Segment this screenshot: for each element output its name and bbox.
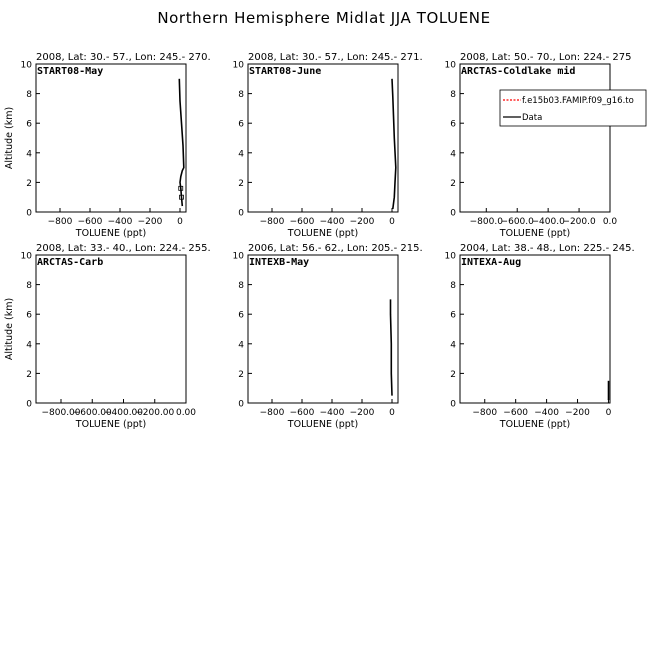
x-tick-label: −200 bbox=[565, 408, 590, 418]
y-tick-label: 10 bbox=[20, 251, 32, 262]
chart-panel bbox=[445, 243, 635, 430]
x-axis-label: TOLUENE (ppt) bbox=[287, 419, 359, 430]
y-tick-label: 0 bbox=[26, 208, 32, 219]
x-tick-label: −600 bbox=[503, 408, 529, 418]
chart-panel bbox=[233, 243, 423, 430]
x-tick-label: 0.0 bbox=[602, 217, 618, 227]
plot-frame bbox=[36, 255, 186, 403]
y-tick-label: 4 bbox=[238, 340, 244, 351]
y-tick-label: 2 bbox=[26, 178, 32, 189]
x-tick-label: −400 bbox=[107, 217, 133, 227]
x-tick-label: 0 bbox=[389, 408, 395, 418]
campaign-label: INTEXB-May bbox=[249, 257, 310, 268]
y-tick-label: 6 bbox=[26, 310, 32, 321]
x-tick-label: −800 bbox=[259, 408, 285, 418]
chart-panel bbox=[4, 243, 211, 430]
campaign-label: ARCTAS-Carb bbox=[37, 257, 104, 268]
x-tick-label: −200.00 bbox=[135, 408, 175, 418]
x-tick-label: −200 bbox=[349, 217, 375, 227]
plot-frame bbox=[36, 64, 186, 212]
x-tick-label: −400 bbox=[319, 408, 345, 418]
y-tick-label: 8 bbox=[450, 281, 456, 292]
y-tick-label: 4 bbox=[450, 340, 456, 351]
x-tick-label: 0 bbox=[177, 217, 183, 227]
y-tick-label: 0 bbox=[238, 399, 244, 410]
y-tick-label: 2 bbox=[450, 369, 456, 380]
y-tick-label: 8 bbox=[26, 281, 32, 292]
y-tick-label: 8 bbox=[238, 90, 244, 101]
panel-header: 2006, Lat: 56.- 62., Lon: 205.- 215. bbox=[248, 243, 423, 254]
y-axis-label: Altitude (km) bbox=[4, 106, 15, 170]
y-tick-label: 2 bbox=[26, 369, 32, 380]
campaign-label: INTEXA-Aug bbox=[461, 257, 522, 268]
campaign-label: START08-May bbox=[37, 66, 104, 77]
chart-panel bbox=[445, 52, 646, 239]
y-tick-label: 8 bbox=[26, 90, 32, 101]
x-tick-label: −400 bbox=[534, 408, 559, 418]
y-tick-label: 4 bbox=[26, 340, 32, 351]
x-axis-label: TOLUENE (ppt) bbox=[499, 419, 571, 430]
campaign-label: ARCTAS-Coldlake mid bbox=[461, 66, 576, 77]
y-tick-label: 2 bbox=[238, 369, 244, 380]
plot-frame bbox=[460, 64, 610, 212]
y-tick-label: 2 bbox=[238, 178, 244, 189]
legend-label: f.e15b03.FAMIP.f09_g16.to bbox=[522, 96, 634, 106]
panel-header: 2004, Lat: 38.- 48., Lon: 225.- 245. bbox=[460, 243, 635, 254]
y-tick-label: 4 bbox=[238, 149, 244, 160]
y-tick-label: 6 bbox=[450, 310, 456, 321]
panel-header: 2008, Lat: 33.- 40., Lon: 224.- 255. bbox=[36, 243, 211, 254]
x-axis-label: TOLUENE (ppt) bbox=[75, 228, 147, 239]
x-tick-label: −600 bbox=[289, 408, 315, 418]
x-axis-label: TOLUENE (ppt) bbox=[499, 228, 571, 239]
x-tick-label: −400 bbox=[319, 217, 345, 227]
x-tick-label: −800 bbox=[47, 217, 73, 227]
chart-panel bbox=[233, 52, 423, 239]
y-tick-label: 2 bbox=[450, 178, 456, 189]
campaign-label: START08-June bbox=[249, 66, 322, 77]
x-axis-label: TOLUENE (ppt) bbox=[287, 228, 359, 239]
x-tick-label: −600.0 bbox=[500, 217, 534, 227]
y-tick-label: 0 bbox=[26, 399, 32, 410]
x-tick-label: −200 bbox=[137, 217, 163, 227]
plot-frame bbox=[460, 255, 610, 403]
x-tick-label: −200.0 bbox=[562, 217, 596, 227]
y-tick-label: 10 bbox=[444, 60, 456, 71]
series-line bbox=[392, 79, 396, 209]
x-tick-label: −800 bbox=[472, 408, 498, 418]
y-tick-label: 0 bbox=[450, 399, 456, 410]
panel-header: 2008, Lat: 30.- 57., Lon: 245.- 271. bbox=[248, 52, 423, 63]
y-tick-label: 0 bbox=[450, 208, 456, 219]
y-tick-label: 4 bbox=[26, 149, 32, 160]
x-tick-label: 0 bbox=[605, 408, 612, 418]
panel-header: 2008, Lat: 50.- 70., Lon: 224.- 275 bbox=[460, 52, 632, 63]
figure-title: Northern Hemisphere Midlat JJA TOLUENE bbox=[157, 9, 491, 27]
y-tick-label: 8 bbox=[238, 281, 244, 292]
y-tick-label: 4 bbox=[450, 149, 456, 160]
y-tick-label: 6 bbox=[238, 310, 244, 321]
x-tick-label: −800.0 bbox=[469, 217, 503, 227]
x-axis-label: TOLUENE (ppt) bbox=[75, 419, 147, 430]
y-tick-label: 10 bbox=[232, 60, 244, 71]
panels bbox=[4, 52, 646, 430]
y-tick-label: 6 bbox=[450, 119, 456, 130]
y-tick-label: 10 bbox=[20, 60, 32, 71]
x-tick-label: −400.00 bbox=[103, 408, 144, 418]
y-tick-label: 6 bbox=[238, 119, 244, 130]
x-tick-label: −600.00 bbox=[72, 408, 112, 418]
plot-frame bbox=[248, 255, 398, 403]
y-tick-label: 0 bbox=[238, 208, 244, 219]
series-line bbox=[391, 299, 393, 395]
plot-frame bbox=[248, 64, 398, 212]
y-tick-label: 6 bbox=[26, 119, 32, 130]
x-tick-label: −800.00 bbox=[41, 408, 81, 418]
x-tick-label: 0.00 bbox=[175, 408, 197, 418]
x-tick-label: −600 bbox=[289, 217, 315, 227]
y-tick-label: 10 bbox=[444, 251, 456, 262]
panel-header: 2008, Lat: 30.- 57., Lon: 245.- 270. bbox=[36, 52, 211, 63]
chart-panel bbox=[4, 52, 211, 239]
y-tick-label: 10 bbox=[232, 251, 244, 262]
y-axis-label: Altitude (km) bbox=[4, 297, 15, 361]
x-tick-label: −400.0 bbox=[531, 217, 565, 227]
x-tick-label: −800 bbox=[259, 217, 285, 227]
x-tick-label: −600 bbox=[77, 217, 103, 227]
x-tick-label: −200 bbox=[349, 408, 375, 418]
y-tick-label: 8 bbox=[450, 90, 456, 101]
legend-label: Data bbox=[522, 113, 543, 123]
x-tick-label: 0 bbox=[389, 217, 395, 227]
